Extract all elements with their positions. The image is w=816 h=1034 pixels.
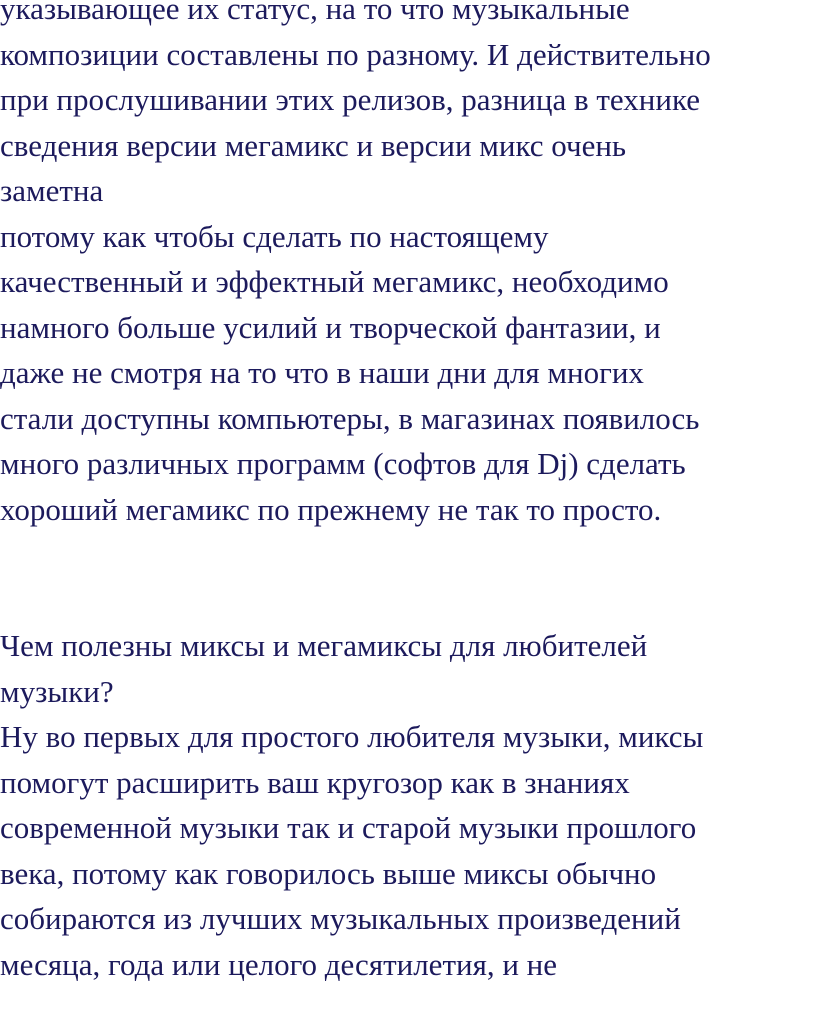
text-line: сведения версии мегамикс и версии микс очень [0, 127, 627, 163]
text-line: даже не смотря на то что в наши дни для многих [0, 355, 644, 390]
text-line: много различных программ (софтов для Dj) сделать [0, 446, 686, 481]
blank-line [0, 578, 816, 624]
paragraph-status-difference [0, 0, 816, 214]
text-line: качественный и эффектный мегамикс, необходимо [0, 264, 669, 299]
text-line: собираются из лучших музыкальных произведений [0, 901, 681, 936]
text-line: потому как чтобы сделать по настоящему [0, 218, 549, 254]
text-line: Ну во первых для простого любителя музыки, миксы [0, 719, 704, 754]
heading-line: музыки? [0, 673, 114, 709]
text-line: современной музыки так и старой музыки прошлого [0, 810, 697, 845]
text-line: месяца, года или целого десятилетия, и не [0, 946, 558, 982]
blank-line [0, 532, 816, 578]
section-heading [0, 623, 816, 714]
text-line: намного больше усилий и творческой фантазии, и [0, 309, 661, 345]
text-line: при прослушивании этих релизов, разница в технике [0, 82, 700, 117]
text-line: заметна [0, 173, 104, 208]
heading-line: Чем полезны миксы и мегамиксы для любителей [0, 628, 648, 663]
text-line: помогут расширить ваш кругозор как в знаниях [0, 764, 630, 800]
paragraph-benefits [0, 714, 816, 987]
text-line: стали доступны компьютеры, в магазинах появилось [0, 400, 700, 436]
text-line: хороший мегамикс по прежнему не так то просто. [0, 491, 662, 527]
text-line: указывающее их статус, на то что музыкальные [0, 0, 630, 26]
text-line: века, потому как говорилось выше миксы обычно [0, 855, 657, 891]
paragraph-megamix-effort [0, 214, 816, 533]
text-line: композиции составлены по разному. И действительно [0, 36, 711, 72]
